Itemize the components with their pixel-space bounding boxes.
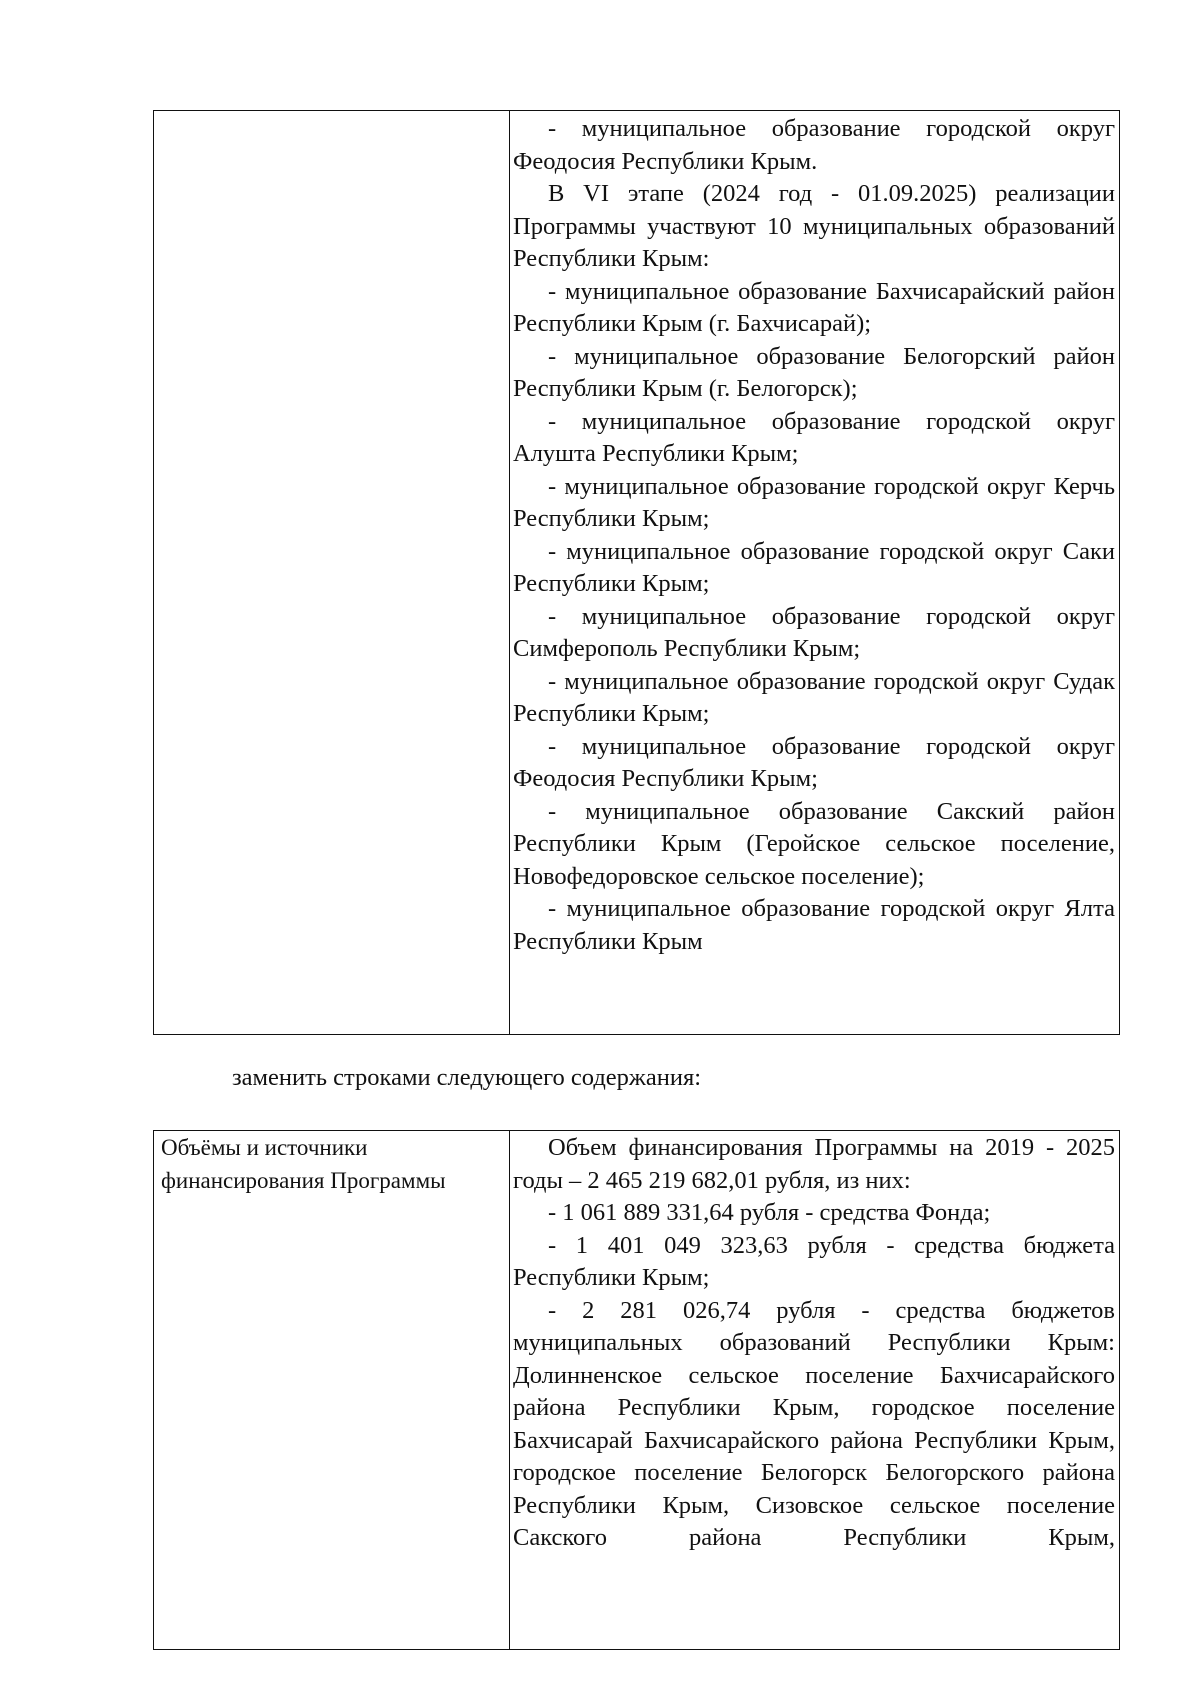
list-item: - муниципальное образование городской округ Симферополь Республики Крым; <box>513 602 1115 662</box>
list-item: - муниципальное образование городской округ Феодосия Республики Крым; <box>513 732 1115 792</box>
list-item: - 2 281 026,74 рубля - средства бюджетов муниципальных образований Республики Крым: Долинненское сельское поселение Бахчисарайского района Республики Крым, городское поселение Бахчисарай Бахчисарайского района Республики Крым, городское поселение Белогорск Белогорского района Республики Крым, Сизовское сельское поселение Сакского района Республики Крым, <box>513 1296 1115 1551</box>
table-column-divider <box>509 111 510 1034</box>
table-cell-label: Объёмы и источники финансирования Программы <box>161 1135 446 1193</box>
instruction-text: заменить строками следующего содержания: <box>232 1064 702 1091</box>
list-item: - муниципальное образование Сакский район Республики Крым (Геройское сельское поселение, Новофедоровское сельское поселение); <box>513 797 1115 890</box>
list-item: - 1 061 889 331,64 рубля - средства Фонда; <box>548 1199 991 1226</box>
list-item: - муниципальное образование городской округ Алушта Республики Крым; <box>513 407 1115 467</box>
list-item: - 1 401 049 323,63 рубля - средства бюджета Республики Крым; <box>513 1231 1115 1291</box>
table-cell-description <box>513 1132 1115 1555</box>
list-item: - муниципальное образование городской округ Керчь Республики Крым; <box>513 472 1115 532</box>
table-new-rows <box>153 1130 1120 1650</box>
list-item: - муниципальное образование городской округ Ялта Республики Крым <box>513 895 1115 955</box>
paragraph: Объем финансирования Программы на 2019 - 2025 годы – 2 465 219 682,01 рубля, из них: <box>513 1134 1115 1194</box>
table-previous-rows <box>153 110 1120 1035</box>
list-item: - муниципальное образование Белогорский район Республики Крым (г. Белогорск); <box>513 342 1115 402</box>
list-item: - муниципальное образование Бахчисарайский район Республики Крым (г. Бахчисарай); <box>513 277 1115 337</box>
list-item: - муниципальное образование городской округ Судак Республики Крым; <box>513 667 1115 727</box>
table-cell-description <box>513 113 1115 958</box>
list-item: - муниципальное образование городской округ Саки Республики Крым; <box>513 537 1115 597</box>
table-column-divider <box>509 1131 510 1649</box>
paragraph: В VI этапе (2024 год - 01.09.2025) реализации Программы участвуют 10 муниципальных образований Республики Крым: <box>513 180 1115 272</box>
paragraph: - муниципальное образование городской округ Феодосия Республики Крым. <box>513 115 1115 175</box>
